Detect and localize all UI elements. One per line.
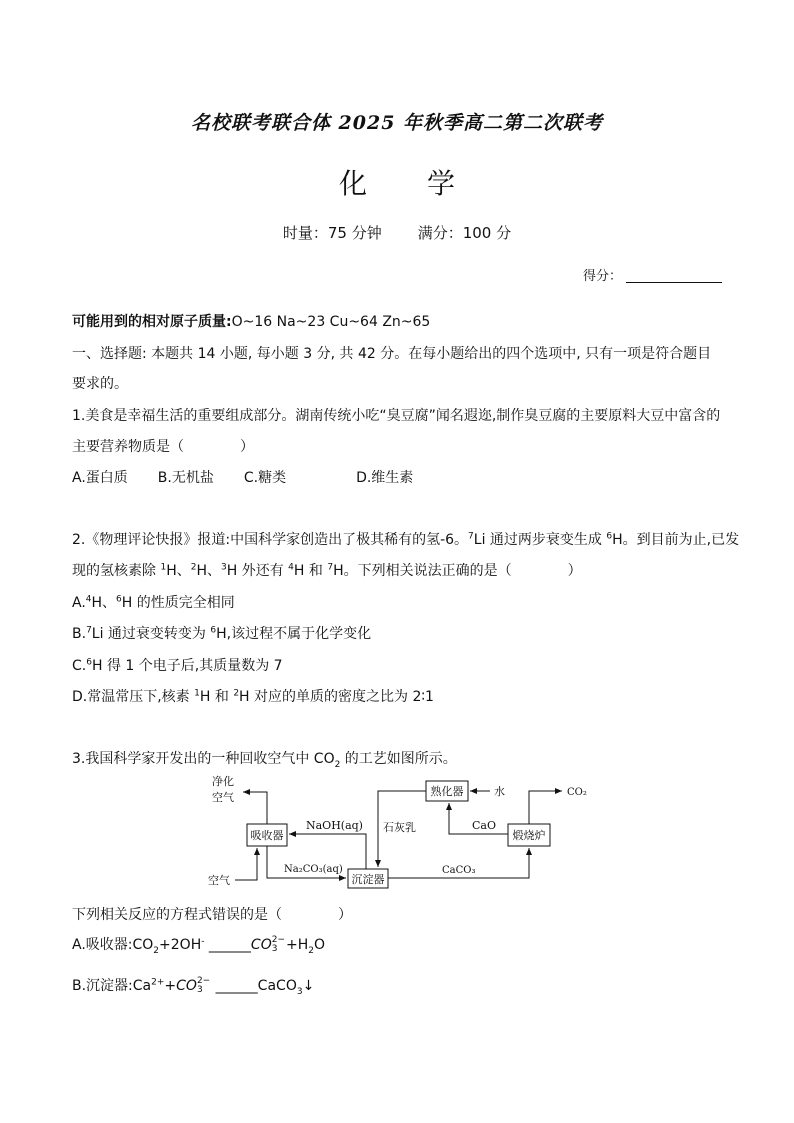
purified-air-label-1: 净化 xyxy=(212,775,234,788)
score-label: 得分： xyxy=(582,269,622,284)
water-label: 水 xyxy=(494,785,505,798)
q2-text: 2.《物理评论快报》报道:中国科学家创造出了极其稀有的氢-6。 xyxy=(72,532,469,548)
subject-title xyxy=(0,162,794,202)
subscript: 2 xyxy=(308,945,314,956)
slaker-label: 熟化器 xyxy=(430,785,464,798)
caco3-label: CaCO₃ xyxy=(442,865,476,876)
option-text: ______ xyxy=(204,937,251,953)
mass-number: 2 xyxy=(190,562,197,573)
mass-number: 6 xyxy=(86,657,92,668)
option-text: D.常温常压下,核素 xyxy=(72,689,195,705)
option-text: Li 通过衰变转变为 xyxy=(91,626,211,642)
option-text: H 的性质完全相同 xyxy=(121,595,235,611)
mass-number: 1 xyxy=(160,562,167,573)
q2-text: H 外还有 xyxy=(226,563,289,579)
mass-number: 3 xyxy=(220,562,227,573)
score-field xyxy=(583,265,722,284)
na2co3-label: Na₂CO₃(aq) xyxy=(284,864,343,875)
ion-charge-stack xyxy=(197,977,210,995)
q1-line2: 主要营养物质是（ ） xyxy=(72,439,254,455)
co2-label: CO₂ xyxy=(567,787,587,798)
mass-number: 6 xyxy=(116,594,122,605)
option-text: H 得 1 个电子后,其质量数为 7 xyxy=(91,658,283,674)
atomic-masses-values: O~16 Na~23 Cu~64 Zn~65 xyxy=(231,314,431,330)
subscript: 2 xyxy=(334,759,341,770)
option-text: H,该过程不属于化学变化 xyxy=(216,626,372,642)
subject-char-2: 学 xyxy=(427,167,456,200)
exam-time: 时量：75 分钟 xyxy=(282,224,382,242)
exam-title: 名校联考联合体 2025 年秋季高二第二次联考 xyxy=(190,112,604,134)
q3-text: 的工艺如图所示。 xyxy=(340,751,457,767)
q1-option-d[interactable]: D.维生素 xyxy=(356,470,414,486)
q2-option-d[interactable] xyxy=(72,686,434,706)
charge: 2− xyxy=(196,976,211,986)
q2-line2 xyxy=(72,560,582,580)
q1-options xyxy=(72,467,413,487)
q3-question: 下列相关反应的方程式错误的是（ ） xyxy=(72,907,352,923)
option-text: O xyxy=(314,937,326,953)
q2-text: 现的氢核素除 xyxy=(72,563,161,579)
atomic-masses-label: 可能用到的相对原子质量: xyxy=(72,314,232,330)
subscript: 3 xyxy=(196,985,203,995)
mass-number: 1 xyxy=(194,688,200,699)
q3-text: 3.我国科学家开发出的一种回收空气中 CO xyxy=(72,751,335,767)
q2-text: H、 xyxy=(196,563,221,579)
charge: 2+ xyxy=(151,977,165,988)
option-text: C. xyxy=(72,658,87,674)
q2-text: H、 xyxy=(166,563,191,579)
option-text: A.吸收器:CO xyxy=(72,937,154,953)
cao-label: CaO xyxy=(472,819,496,832)
absorber-label: 吸收器 xyxy=(250,829,284,842)
mass-number: 7 xyxy=(86,625,92,636)
charge: - xyxy=(201,936,205,947)
section1-line1: 一、选择题: 本题共 14 小题, 每小题 3 分, 共 42 分。在每小题给出的四个选项中, 只有一项是符合题目 xyxy=(72,346,712,362)
option-text: B.沉淀器:Ca xyxy=(72,978,152,994)
ion-formula: CO xyxy=(250,937,272,953)
exam-full-score: 满分：100 分 xyxy=(417,224,512,242)
q2-line1 xyxy=(72,529,739,549)
q2-text: H 和 xyxy=(293,563,328,579)
air-in-arrow xyxy=(235,848,257,880)
q2-text: Li 通过两步衰变生成 xyxy=(473,532,607,548)
option-text: + xyxy=(164,978,177,994)
q2-option-c[interactable] xyxy=(72,655,283,675)
mass-number: 7 xyxy=(468,531,474,542)
ion-formula: CO xyxy=(176,978,197,994)
settler-label: 沉淀器 xyxy=(351,873,385,886)
q2-option-b[interactable] xyxy=(72,623,371,643)
option-text: +2OH xyxy=(159,937,202,953)
q2-text: H。下列相关说法正确的是（ ） xyxy=(333,563,582,579)
q1-option-c[interactable]: C.糖类 xyxy=(243,470,287,486)
q1-option-a[interactable]: A.蛋白质 xyxy=(72,470,128,486)
mass-number: 2 xyxy=(233,688,240,699)
purified-air-arrow xyxy=(243,792,267,824)
process-diagram xyxy=(190,772,600,894)
option-text: H 对应的单质的密度之比为 2∶1 xyxy=(239,689,434,705)
mass-number: 4 xyxy=(288,562,294,573)
subscript: 2 xyxy=(153,945,160,956)
option-text: H、 xyxy=(91,595,117,611)
option-text: A. xyxy=(72,595,86,611)
q2-option-a[interactable] xyxy=(72,592,235,612)
subscript: 3 xyxy=(296,986,303,997)
mass-number: 4 xyxy=(85,594,92,605)
air-label: 空气 xyxy=(208,874,230,887)
q3-option-b[interactable] xyxy=(72,975,314,997)
q2-text: H。到目前为止,已发 xyxy=(612,532,740,548)
option-text: +H xyxy=(286,937,309,953)
option-text: ↓ xyxy=(302,978,315,994)
q3-option-a[interactable] xyxy=(72,934,325,956)
atomic-masses xyxy=(72,311,430,331)
ion-charge-stack xyxy=(272,936,285,954)
lime-milk-label: 石灰乳 xyxy=(383,821,416,834)
option-text: B. xyxy=(72,626,87,642)
section1-line2: 要求的。 xyxy=(72,376,128,392)
score-blank[interactable] xyxy=(626,282,722,283)
q1-option-b[interactable]: B.无机盐 xyxy=(157,470,214,486)
q1-line1: 1.美食是幸福生活的重要组成部分。湖南传统小吃“臭豆腐”闻名遐迩,制作臭豆腐的主要原料大豆中富含的 xyxy=(72,408,721,424)
naoh-label: NaOH(aq) xyxy=(306,819,363,832)
mass-number: 6 xyxy=(606,531,613,542)
exam-meta xyxy=(0,222,794,243)
mass-number: 6 xyxy=(210,625,217,636)
purified-air-label-2: 空气 xyxy=(212,791,234,804)
charge: 2− xyxy=(271,935,285,945)
q3-line1 xyxy=(72,748,457,770)
mass-number: 7 xyxy=(327,562,334,573)
co2-arrow xyxy=(529,791,562,824)
calciner-label: 煅烧炉 xyxy=(512,829,546,842)
subject-char-1: 化 xyxy=(338,167,367,200)
option-text: H 和 xyxy=(199,689,234,705)
subscript: 3 xyxy=(271,944,278,954)
option-text: ______CaCO xyxy=(211,978,297,994)
